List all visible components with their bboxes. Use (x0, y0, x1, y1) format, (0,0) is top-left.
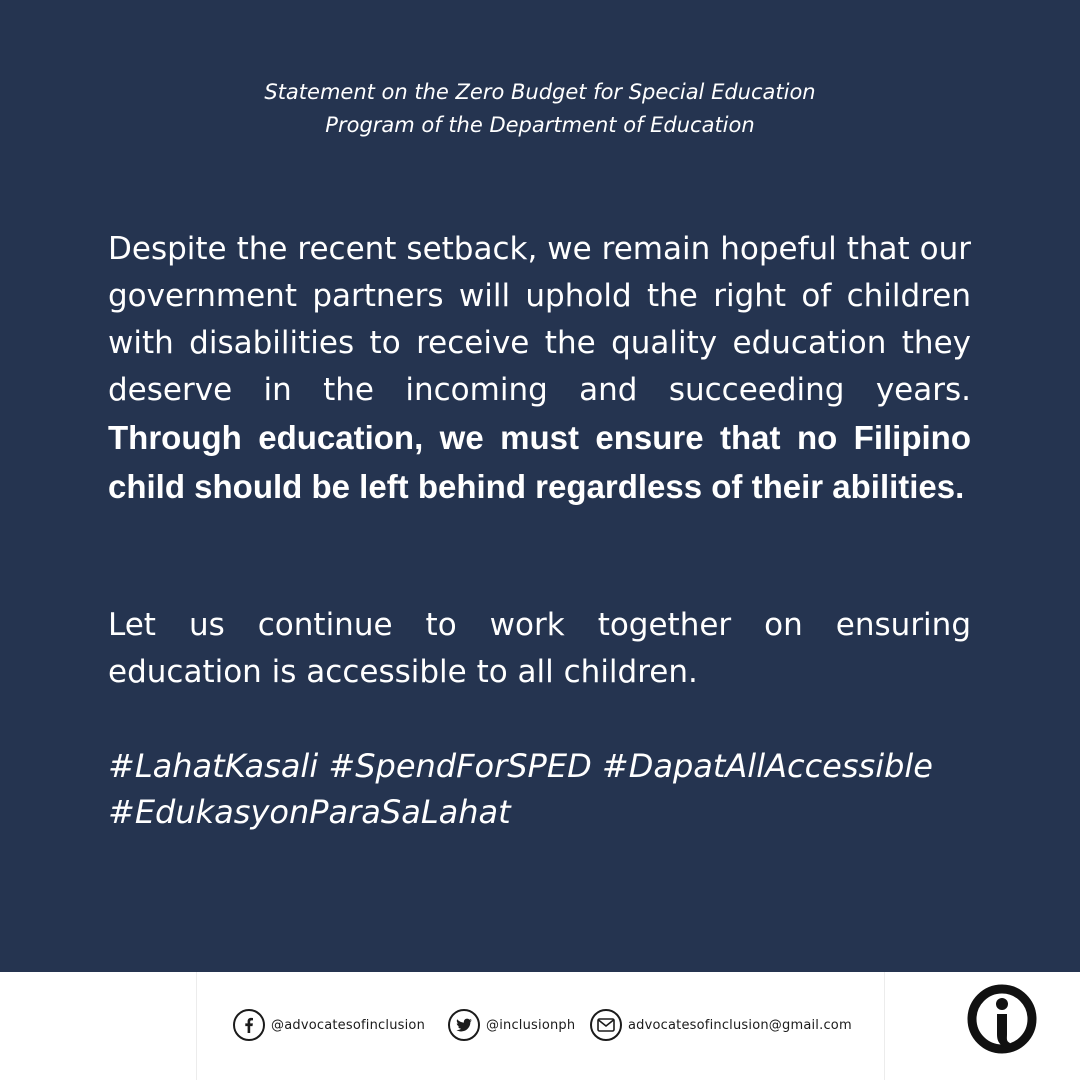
statement-title-line-1: Statement on the Zero Budget for Special Education (264, 80, 816, 104)
hashtags-line-1: #LahatKasali #SpendForSPED #DapatAllAccessible (108, 747, 933, 785)
email-address: advocatesofinclusion@gmail.com (628, 1017, 852, 1033)
hashtag-block (108, 743, 1008, 835)
footer-divider-left (196, 972, 197, 1080)
statement-paragraph-2: Let us continue to work together on ensuring education is accessible to all children. (108, 607, 971, 690)
hashtags-line-2: #EdukasyonParaSaLahat (108, 793, 511, 831)
facebook-icon (233, 1009, 265, 1041)
twitter-contact[interactable] (448, 1008, 575, 1042)
statement-paragraph-1 (108, 226, 971, 512)
email-icon (590, 1009, 622, 1041)
facebook-handle: @advocatesofinclusion (271, 1017, 426, 1033)
twitter-icon (448, 1009, 480, 1041)
statement-title-line-2: Program of the Department of Education (325, 113, 755, 137)
twitter-handle: @inclusionph (486, 1017, 576, 1033)
facebook-contact[interactable] (233, 1008, 425, 1042)
paragraph-1-regular-text: Despite the recent setback, we remain hopeful that our government partners will uphold the right of children with disabilities to receive the quality education they deserve in the incoming and succeeding years. (108, 231, 971, 408)
contact-footer (0, 972, 1080, 1080)
paragraph-1-emphasis-text: Through education, we must ensure that no Filipino child should be left behind regardless of their abilities. (108, 419, 971, 505)
email-contact[interactable] (590, 1008, 852, 1042)
info-logo (966, 983, 1038, 1055)
statement-title (0, 76, 1080, 142)
footer-divider-right (884, 972, 885, 1080)
